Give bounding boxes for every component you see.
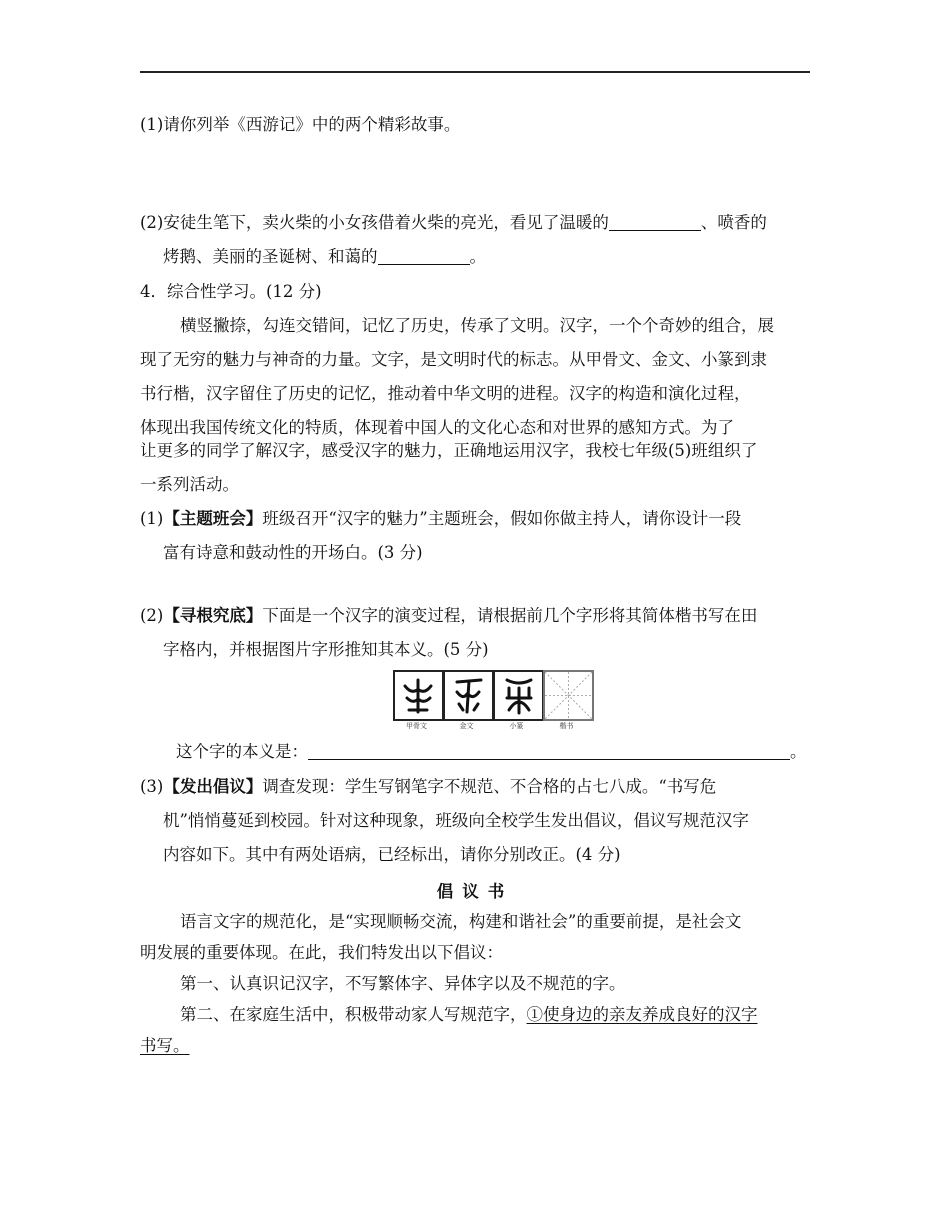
q4-sub3-line3: 内容如下。其中有两处语病，已经标出，请你分别改正。(4 分): [163, 845, 621, 864]
q3-part2-line1: [140, 213, 810, 233]
caption-oracle-bone: 甲骨文: [406, 722, 427, 730]
q4-intro-line-5: 让更多的同学了解汉字，感受汉字的魅力，正确地运用汉字，我校七年级(5)班组织了: [140, 441, 758, 460]
q4-intro-line-6: 一系列活动。: [140, 475, 239, 494]
q4-sub1-line1: [140, 509, 810, 529]
bronze-glyph-box: [443, 670, 494, 721]
proposal-line-2: 明发展的重要体现。在此，我们特发出以下倡议：: [140, 943, 503, 962]
q4-intro-line-3: 书行楷，汉字留住了历史的记忆，推动着中华文明的进程。汉字的构造和演化过程，: [140, 384, 751, 403]
q4-sub3-line2: 机”悄悄蔓延到校园。针对这种现象，班级向全校学生发出倡议，倡议写规范汉字: [163, 811, 749, 830]
meaning-answer-blank[interactable]: [308, 743, 790, 760]
oracle-bone-glyph-icon: [395, 672, 442, 719]
caption-seal: 小篆: [509, 722, 524, 730]
q4-sub2-label: 【寻根究底】: [163, 606, 263, 625]
q4-intro-line-2: 现了无穷的魅力与神奇的力量。文字，是文明时代的标志。从甲骨文、金文、小篆到隶: [140, 350, 767, 369]
marked-error-1: ①使身边的亲友养成良好的汉字: [526, 1005, 758, 1024]
seal-glyph-box: [493, 670, 544, 721]
caption-bronze: 金文: [459, 722, 474, 730]
meaning-answer-line: [176, 742, 816, 762]
proposal-line-4: [180, 1005, 810, 1025]
q4-sub1-label: 【主题班会】: [163, 509, 263, 528]
q4-intro-line-4: 体现出我国传统文化的特质，体现着中国人的文化心态和对世界的感知方式。为了: [140, 418, 734, 437]
q4-sub3-label: 【发出倡议】: [163, 777, 263, 796]
caption-regular: 楷书: [559, 722, 574, 730]
q4-sub1-line2: 富有诗意和鼓动性的开场白。(3 分): [163, 543, 423, 562]
tian-grid-answer-box[interactable]: [543, 670, 594, 721]
q4-heading: 4．综合性学习。(12 分): [140, 282, 322, 301]
answer-blank-2[interactable]: [378, 248, 470, 265]
q3-part2-line2: [163, 247, 810, 267]
q3-part2-text-d: 。: [469, 247, 486, 266]
q3-part1: (1)请你列举《西游记》中的两个精彩故事。: [140, 115, 461, 134]
marked-error-1-continued: 书写。: [140, 1036, 190, 1055]
q3-part2-text-a: (2)安徒生笔下，卖火柴的小女孩借着火柴的亮光，看见了温暖的: [140, 213, 609, 232]
proposal-line-5: [140, 1036, 810, 1056]
q4-sub3-number: (3): [140, 777, 164, 796]
meaning-end: 。: [790, 742, 807, 761]
seal-glyph-icon: [495, 672, 542, 719]
q4-sub2-text: 下面是一个汉字的演变过程，请根据前几个字形将其简体楷书写在田: [262, 606, 758, 625]
q3-part2-text-b: 、喷香的: [700, 213, 767, 232]
meaning-prompt: 这个字的本义是：: [176, 742, 308, 761]
q4-sub1-number: (1): [140, 509, 164, 528]
proposal-line-3: 第一、认真识记汉字，不写繁体字、异体字以及不规范的字。: [180, 974, 626, 993]
proposal-line-4-text: 第二、在家庭生活中，积极带动家人写规范字，: [180, 1005, 527, 1024]
character-evolution-figure: [393, 668, 595, 734]
answer-blank-1[interactable]: [609, 214, 701, 231]
q4-sub2-line1: [140, 606, 810, 626]
oracle-bone-glyph-box: [393, 670, 444, 721]
bronze-glyph-icon: [445, 672, 492, 719]
q4-intro-line-1: 横竖撇捺，勾连交错间，记忆了历史，传承了文明。汉字，一个个奇妙的组合，展: [180, 316, 774, 335]
tian-grid-icon: [545, 672, 592, 719]
q4-sub1-text: 班级召开“汉字的魅力”主题班会，假如你做主持人，请你设计一段: [262, 509, 742, 528]
proposal-line-1: 语言文字的规范化，是“实现顺畅交流，构建和谐社会”的重要前提，是社会文: [180, 912, 742, 931]
q4-sub3-line1: [140, 777, 810, 797]
q4-sub3-text: 调查发现：学生写钢笔字不规范、不合格的占七八成。“书写危: [262, 777, 717, 796]
header-rule: [140, 71, 810, 73]
proposal-title: 倡议书: [436, 882, 514, 901]
q3-part2-text-c: 烤鹅、美丽的圣诞树、和蔼的: [163, 247, 378, 266]
q4-sub2-line2: 字格内，并根据图片字形推知其本义。(5 分): [163, 640, 489, 659]
q4-sub2-number: (2): [140, 606, 164, 625]
